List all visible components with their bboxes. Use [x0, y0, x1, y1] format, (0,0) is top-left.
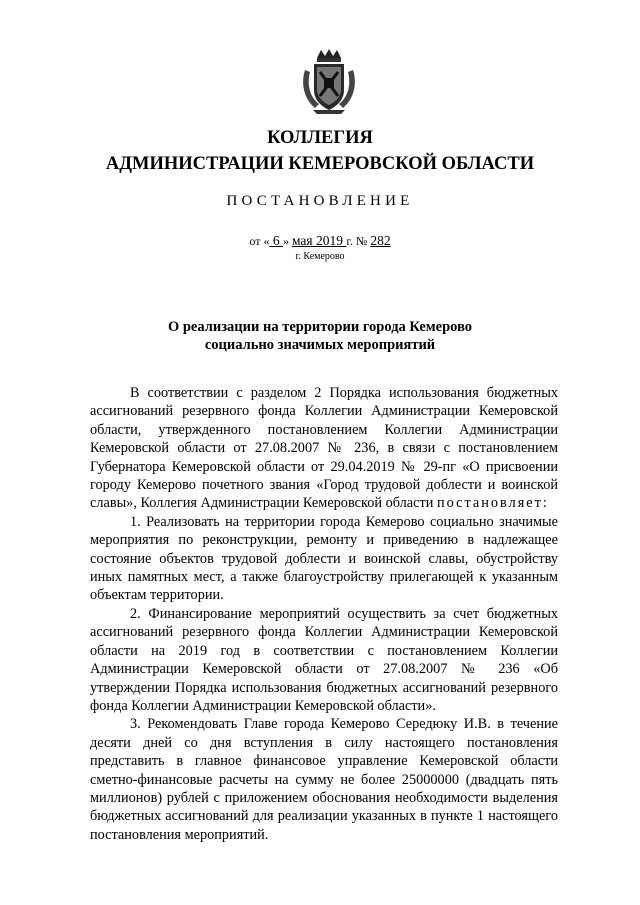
org-name-line2: АДМИНИСТРАЦИИ КЕМЕРОВСКОЙ ОБЛАСТИ — [105, 154, 535, 174]
item-2-paragraph: 2. Финансирование мероприятий осуществить за счет бюджетных ассигнований резервного фонда Коллегии Администрации Кемеровской области на 2019 год в соответствии с постановлением Коллегии Администрации Кемеровской области от 27.08.2007 № 236 «Об утверждении Порядка использования бюджетных ассигнований резервного фонда Коллегии Администрации Кемеровской области». — [90, 605, 558, 714]
intro-paragraph — [90, 384, 558, 513]
date-day: 6 — [269, 233, 283, 248]
date-month-year: мая 2019 — [291, 233, 347, 248]
subject-line1: О реализации на территории города Кемерово — [167, 319, 473, 335]
date-sep1: » — [282, 234, 292, 248]
intro-text: В соответствии с разделом 2 Порядка использования бюджетных ассигнований резервного фонда Коллегии Администрации Кемеровской области, утвержденного постановлением Коллегии Администрации Кемеровской области от 27.08.2007 № 236, в связи с постановлением Губернатора Кемеровской области от 29.04.2019 № 29-пг «О присвоении городу Кемерово почетного звания «Город трудовой доблести и воинской славы», Коллегия Администрации Кемеровской области — [90, 385, 558, 512]
document-body — [90, 384, 558, 844]
org-name-line1: КОЛЛЕГИЯ — [267, 128, 373, 148]
document-number: 282 — [370, 233, 391, 248]
kemerovo-coat-of-arms-icon — [299, 48, 359, 116]
subject-line2: социально значимых мероприятий — [204, 337, 436, 353]
document-type: ПОСТАНОВЛЕНИЕ — [226, 193, 414, 209]
date-number-line — [0, 234, 640, 248]
intro-keyword: постановляет: — [436, 495, 549, 512]
city-name: г. Кемерово — [295, 251, 345, 262]
document-subject — [0, 318, 640, 354]
date-sep2: г. № — [346, 234, 371, 248]
date-prefix: от « — [249, 234, 270, 248]
item-3-paragraph: 3. Рекомендовать Главе города Кемерово Середюку И.В. в течение десяти дней со дня вступления в силу настоящего постановления представить в главное финансовое управление Кемеровской области сметно-финансовые расчеты на сумму не более 25000000 (двадцать пять миллионов) рублей с приложением обоснования необходимости выделения бюджетных ассигнований для реализации указанных в пункте 1 настоящего постановления мероприятий. — [90, 716, 558, 843]
item-1-paragraph: 1. Реализовать на территории города Кемерово социально значимые мероприятия по реконструкции, ремонту и приведению в надлежащее состояние объектов трудовой доблести и воинской славы, обустройству иных памятных мест, а также благоустройству прилегающей к указанным объектам территории. — [90, 513, 558, 604]
